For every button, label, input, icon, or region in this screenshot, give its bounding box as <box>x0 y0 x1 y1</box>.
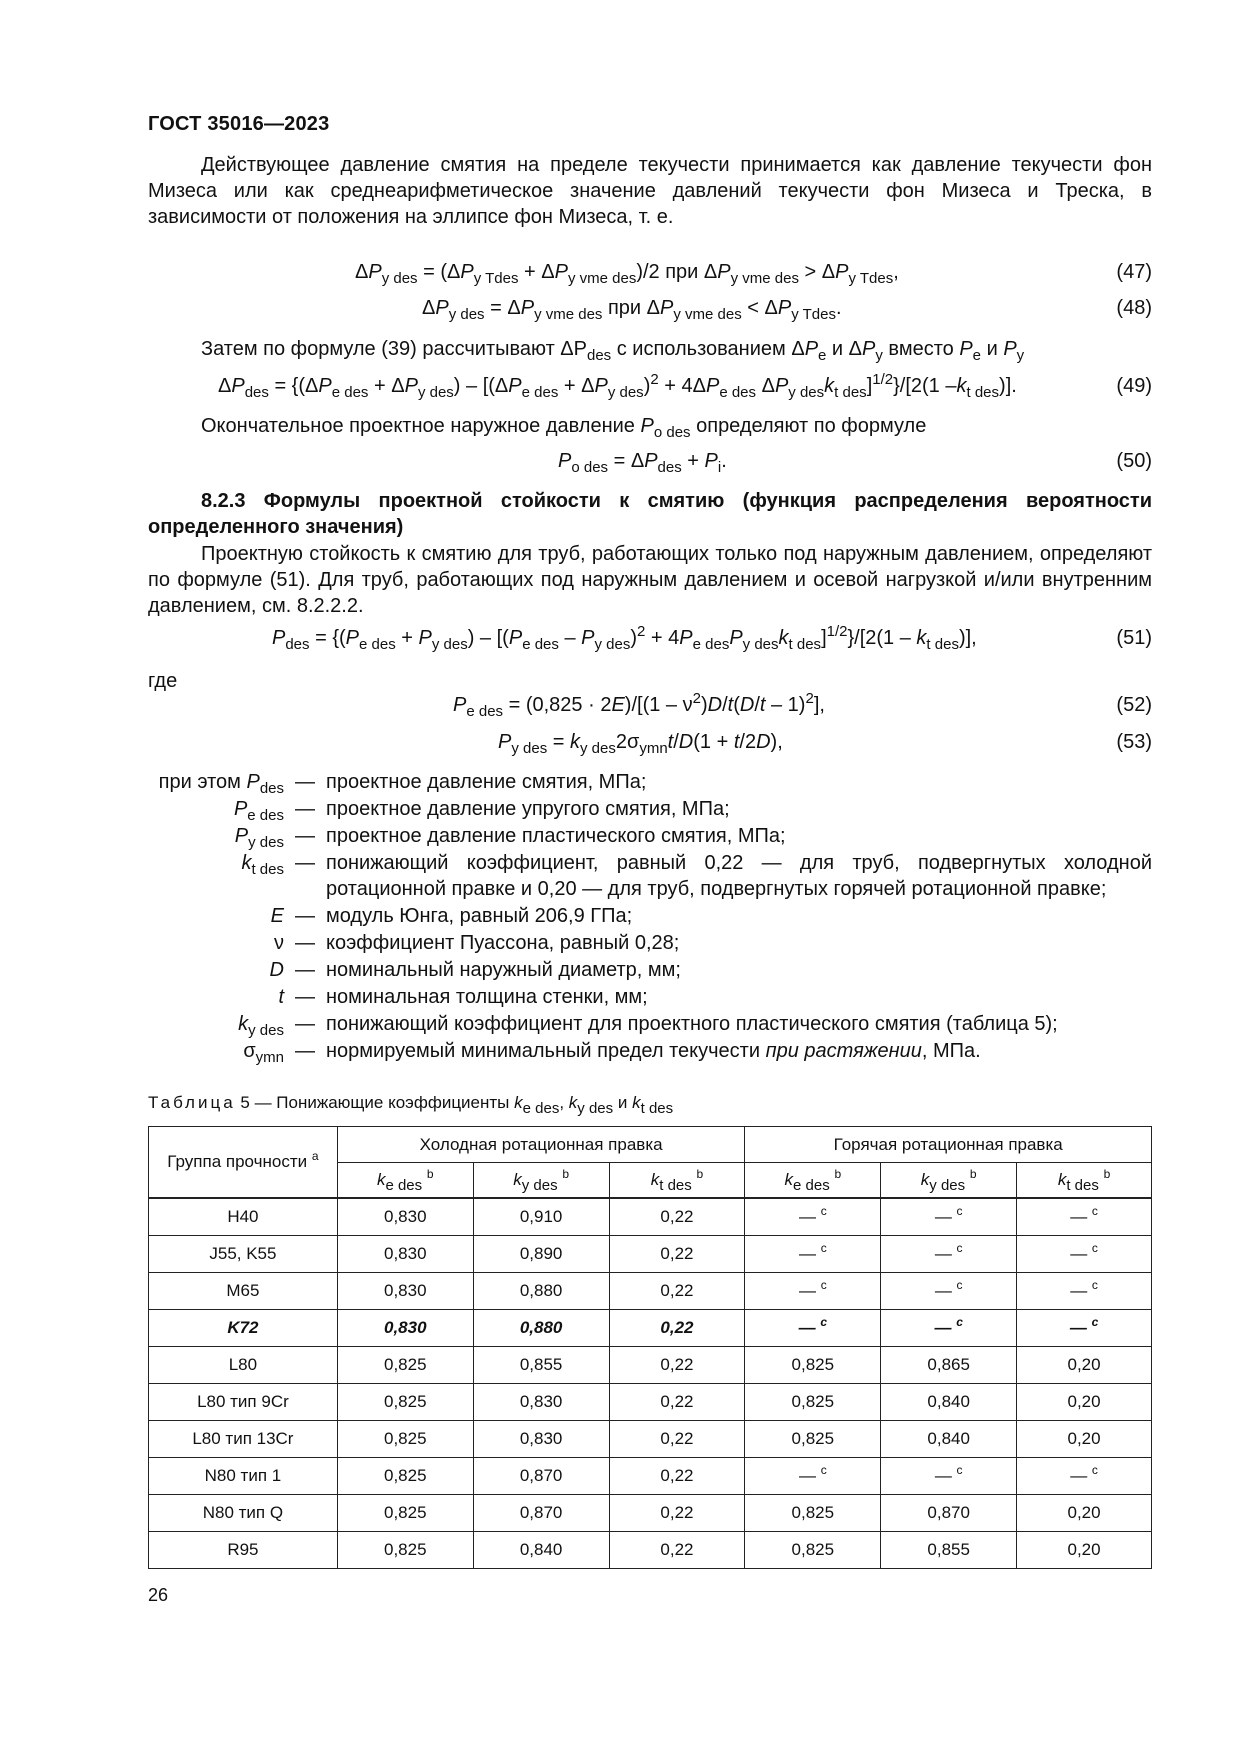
equation-number: (48) <box>1116 297 1152 319</box>
value-cell: — $^c$ <box>881 1198 1017 1236</box>
group-cell: L80 тип 13Cr <box>149 1421 338 1458</box>
table-row <box>149 1310 1152 1347</box>
design-resistance-paragraph: Проектную стойкость к смятию для труб, работающих только под наружным давлением, определяют по формуле (51). Для труб, работающих под наружным давлением и осевой нагрузкой и/или внутренним давлением, см. 8.2.2.2. <box>148 543 1152 617</box>
equation-number: (49) <box>1116 375 1152 397</box>
group-cell: N80 тип Q <box>149 1495 338 1532</box>
kt-des-header: $k_{t des}$ $^b$ <box>609 1163 745 1199</box>
definition-symbol: E <box>270 905 284 927</box>
value-cell: 0,22 <box>609 1532 745 1569</box>
value-cell: — $^c$ <box>881 1458 1017 1495</box>
then-text: Затем по формуле (39) рассчитывают ΔP <box>201 338 587 360</box>
value-cell: 0,22 <box>609 1347 745 1384</box>
value-cell: 0,830 <box>473 1421 609 1458</box>
group-cell: M65 <box>149 1273 338 1310</box>
definition-symbol: t <box>278 986 284 1008</box>
value-cell: 0,840 <box>881 1421 1017 1458</box>
value-cell: 0,865 <box>881 1347 1017 1384</box>
value-cell: — $^c$ <box>1017 1236 1152 1273</box>
value-cell: — $^c$ <box>745 1458 881 1495</box>
value-cell: — $^c$ <box>745 1310 881 1347</box>
section-number: 8.2.3 <box>201 490 246 512</box>
equation-50: $P_{o des} = \Delta P_{des} + P_i$. (50) <box>558 450 1152 476</box>
value-cell: — $^c$ <box>881 1310 1017 1347</box>
where-label: где <box>148 670 178 692</box>
table-caption-text: 5 — Понижающие коэффициенты <box>240 1093 510 1112</box>
equation-number: (51) <box>1116 627 1152 649</box>
table-row <box>149 1236 1152 1273</box>
section-title: Формулы проектной стойкости к смятию (функция распределения вероятности определенного значения) <box>148 490 1152 538</box>
value-cell: 0,830 <box>337 1273 473 1310</box>
value-cell: 0,825 <box>337 1495 473 1532</box>
definition-row: $P_{e des}$ — проектное давление упругого смятия, МПа; <box>148 796 1152 822</box>
definition-row: t — номинальная толщина стенки, мм; <box>148 984 1152 1010</box>
value-cell: 0,20 <box>1017 1421 1152 1458</box>
equation-51: $P_{des} = \{(P_{e des} + P_{y des}) - [(P_{e des} - P_{y des})^2 + 4P_{e des}P_{y des}k_{t des}]^{1/2}\}/[2(1 - k_{t des})]$, (51) <box>272 623 1152 653</box>
group-cell: R95 <box>149 1532 338 1569</box>
intro-paragraph: Действующее давление смятия на пределе текучести принимается как давление текучести фон Мизеса или как среднеарифметическое значение давлений текучести фон Мизеса и Треска, в зависимости от положения на эллипсе фон Мизеса, т. е. <box>148 154 1152 228</box>
value-cell: 0,22 <box>609 1310 745 1347</box>
definition-row: $k_{t des}$ — понижающий коэффициент, равный 0,22 — для труб, подвергнутых холодной ротационной правке и 0,20 — для труб, подвергнутых горячей ротационной правке; <box>148 850 1152 902</box>
definition-symbol: при этом $P_{des}$ <box>158 771 284 797</box>
group-column-header: Группа прочности $^a$ <box>149 1127 338 1199</box>
page-number: 26 <box>148 1585 169 1605</box>
table-row <box>149 1421 1152 1458</box>
table-row <box>149 1273 1152 1310</box>
definition-row: $\sigma_{ymn}$ — нормируемый минимальный предел текучести при растяжении, МПа. <box>148 1038 1152 1064</box>
definition-symbol: $k_{y des}$ <box>238 1013 284 1039</box>
value-cell: 0,22 <box>609 1236 745 1273</box>
value-cell: 0,855 <box>881 1532 1017 1569</box>
group-cell: L80 тип 9Cr <box>149 1384 338 1421</box>
definition-text <box>326 1038 1152 1064</box>
equation-52: $P_{e des} = (0,825 \cdot 2E)/[(1 - \nu^2)D/t(D/t - 1)^2]$, (52) <box>453 690 1152 720</box>
value-cell: 0,855 <box>473 1347 609 1384</box>
value-cell: 0,830 <box>337 1310 473 1347</box>
equation-number: (52) <box>1116 694 1152 716</box>
ke-des-header: $k_{e des}$ $^b$ <box>745 1163 881 1199</box>
table-caption: Таблица 5 — Понижающие коэффициенты $k_{e des}$, $k_{y des}$ и $k_{t des}$ <box>148 1093 674 1117</box>
value-cell: 0,825 <box>337 1458 473 1495</box>
table-row <box>149 1347 1152 1384</box>
group-cell: N80 тип 1 <box>149 1458 338 1495</box>
definition-text: коэффициент Пуассона, равный 0,28; <box>326 932 680 954</box>
definition-text: понижающий коэффициент, равный 0,22 — для труб, подвергнутых холодной ротационной правке и 0,20 — для труб, подвергнутых горячей ротационной правке; <box>326 852 1152 900</box>
group-cell: K72 <box>149 1310 338 1347</box>
value-cell: 0,825 <box>745 1495 881 1532</box>
equation-48: $\Delta P_{y des} = \Delta P_{y vme des}$ при $\Delta P_{y vme des} < \Delta P_{y Tdes}$. (48) <box>422 297 1152 323</box>
table-row <box>149 1198 1152 1236</box>
definition-row: $k_{y des}$ — понижающий коэффициент для проектного пластического смятия (таблица 5); <box>148 1011 1152 1037</box>
value-cell: 0,830 <box>337 1198 473 1236</box>
value-cell: 0,840 <box>881 1384 1017 1421</box>
equation-number: (53) <box>1116 731 1152 753</box>
value-cell: 0,910 <box>473 1198 609 1236</box>
value-cell: 0,880 <box>473 1273 609 1310</box>
value-cell: — $^c$ <box>745 1273 881 1310</box>
table-caption-label: Таблица <box>148 1093 236 1112</box>
value-cell: 0,20 <box>1017 1532 1152 1569</box>
value-cell: 0,22 <box>609 1421 745 1458</box>
value-cell: 0,825 <box>337 1384 473 1421</box>
definition-text-suffix: , МПа. <box>921 1040 981 1062</box>
ky-des-header: $k_{y des}$ $^b$ <box>881 1163 1017 1199</box>
kt-des-header: $k_{t des}$ $^b$ <box>1017 1163 1152 1199</box>
value-cell: 0,20 <box>1017 1495 1152 1532</box>
definitions-list <box>148 769 1152 1065</box>
equation-number: (50) <box>1116 450 1152 472</box>
value-cell: 0,890 <box>473 1236 609 1273</box>
definition-text: проектное давление смятия, МПа; <box>326 771 647 793</box>
definition-row: ν — коэффициент Пуассона, равный 0,28; <box>148 930 1152 956</box>
definition-symbol: D <box>269 959 284 981</box>
cold-straightening-header: Холодная ротационная правка <box>337 1127 745 1163</box>
value-cell: 0,880 <box>473 1310 609 1347</box>
group-cell: J55, K55 <box>149 1236 338 1273</box>
final-pressure-paragraph: Окончательное проектное наружное давление $P_{o des}$ определяют по формуле <box>201 415 927 441</box>
definition-row: E — модуль Юнга, равный 206,9 ГПа; <box>148 903 1152 929</box>
ky-des-header: $k_{y des}$ $^b$ <box>473 1163 609 1199</box>
value-cell: — $^c$ <box>1017 1198 1152 1236</box>
definition-text: номинальный наружный диаметр, мм; <box>326 959 681 981</box>
value-cell: 0,22 <box>609 1384 745 1421</box>
value-cell: 0,20 <box>1017 1384 1152 1421</box>
definition-row: $P_{y des}$ — проектное давление пластического смятия, МПа; <box>148 823 1152 849</box>
value-cell: 0,825 <box>745 1347 881 1384</box>
value-cell: — $^c$ <box>745 1236 881 1273</box>
table-row <box>149 1384 1152 1421</box>
definition-text: модуль Юнга, равный 206,9 ГПа; <box>326 905 633 927</box>
definition-symbol: $\sigma_{ymn}$ <box>243 1040 284 1066</box>
value-cell: 0,830 <box>473 1384 609 1421</box>
table-row <box>149 1495 1152 1532</box>
final-pressure-tail: определяют по формуле <box>696 415 927 437</box>
definition-row: D — номинальный наружный диаметр, мм; <box>148 957 1152 983</box>
value-cell: 0,840 <box>473 1532 609 1569</box>
value-cell: 0,830 <box>337 1236 473 1273</box>
definition-symbol: $P_{y des}$ <box>234 825 284 851</box>
equation-47: $\Delta P_{y des} = (\Delta P_{y Tdes} + \Delta P_{y vme des})/2$ при $\Delta P_{y vme des} > \Delta P_{y Tdes}$, (47) <box>355 261 1152 287</box>
value-cell: 0,22 <box>609 1458 745 1495</box>
document-header: ГОСТ 35016—2023 <box>148 113 330 135</box>
table-row <box>149 1458 1152 1495</box>
definition-text: понижающий коэффициент для проектного пластического смятия (таблица 5); <box>326 1013 1058 1035</box>
value-cell: 0,22 <box>609 1198 745 1236</box>
ke-des-header: $k_{e des}$ $^b$ <box>337 1163 473 1199</box>
group-cell: H40 <box>149 1198 338 1236</box>
value-cell: 0,20 <box>1017 1347 1152 1384</box>
equation-49: $\Delta P_{des} = \{(\Delta P_{e des} + \Delta P_{y des}) - [(\Delta P_{e des} + \Delta P_{y des})^2 + 4\Delta P_{e des}$ $\Delta P_{y des}k_{t des}]^{1/2}\}/[2(1$ $-k_{t des}$)]. (49) <box>218 371 1152 401</box>
equation-53: $P_{y des} = k_{y des}2\sigma_{ymn}t/D(1 + t/2D)$, (53) <box>498 731 1152 757</box>
table-row <box>149 1532 1152 1569</box>
definition-text-prefix: нормируемый минимальный предел текучести <box>326 1040 761 1062</box>
value-cell: 0,825 <box>745 1384 881 1421</box>
value-cell: — $^c$ <box>745 1198 881 1236</box>
value-cell: — $^c$ <box>881 1236 1017 1273</box>
value-cell: 0,22 <box>609 1273 745 1310</box>
value-cell: 0,870 <box>881 1495 1017 1532</box>
definition-symbol: ν <box>274 932 284 954</box>
value-cell: — $^c$ <box>881 1273 1017 1310</box>
value-cell: 0,22 <box>609 1495 745 1532</box>
then-paragraph: Затем по формуле (39) рассчитывают $\Delta P_{des}$ с использованием $\Delta P_e$ и $\Delta P_y$ вместо $P_e$ и $P_y$ <box>201 338 1025 364</box>
value-cell: 0,825 <box>745 1421 881 1458</box>
final-pressure-text: Окончательное проектное наружное давление <box>201 415 635 437</box>
value-cell: 0,825 <box>337 1347 473 1384</box>
definition-symbol: $P_{e des}$ <box>233 798 284 824</box>
definition-text-italic: при растяжении <box>765 1040 922 1062</box>
section-heading <box>148 488 1152 540</box>
definition-text: проектное давление упругого смятия, МПа; <box>326 798 730 820</box>
definition-text: проектное давление пластического смятия, МПа; <box>326 825 786 847</box>
definition-text: номинальная толщина стенки, мм; <box>326 986 648 1008</box>
hot-straightening-header: Горячая ротационная правка <box>745 1127 1152 1163</box>
equation-number: (47) <box>1116 261 1152 283</box>
definition-symbol: $k_{t des}$ <box>241 852 284 878</box>
value-cell: 0,825 <box>337 1421 473 1458</box>
value-cell: — $^c$ <box>1017 1310 1152 1347</box>
definition-row: при этом $P_{des}$ — проектное давление смятия, МПа; <box>148 769 1152 795</box>
value-cell: — $^c$ <box>1017 1273 1152 1310</box>
value-cell: 0,870 <box>473 1458 609 1495</box>
value-cell: 0,825 <box>745 1532 881 1569</box>
coefficients-table <box>148 1126 1152 1569</box>
value-cell: 0,825 <box>337 1532 473 1569</box>
group-cell: L80 <box>149 1347 338 1384</box>
value-cell: 0,870 <box>473 1495 609 1532</box>
value-cell: — $^c$ <box>1017 1458 1152 1495</box>
